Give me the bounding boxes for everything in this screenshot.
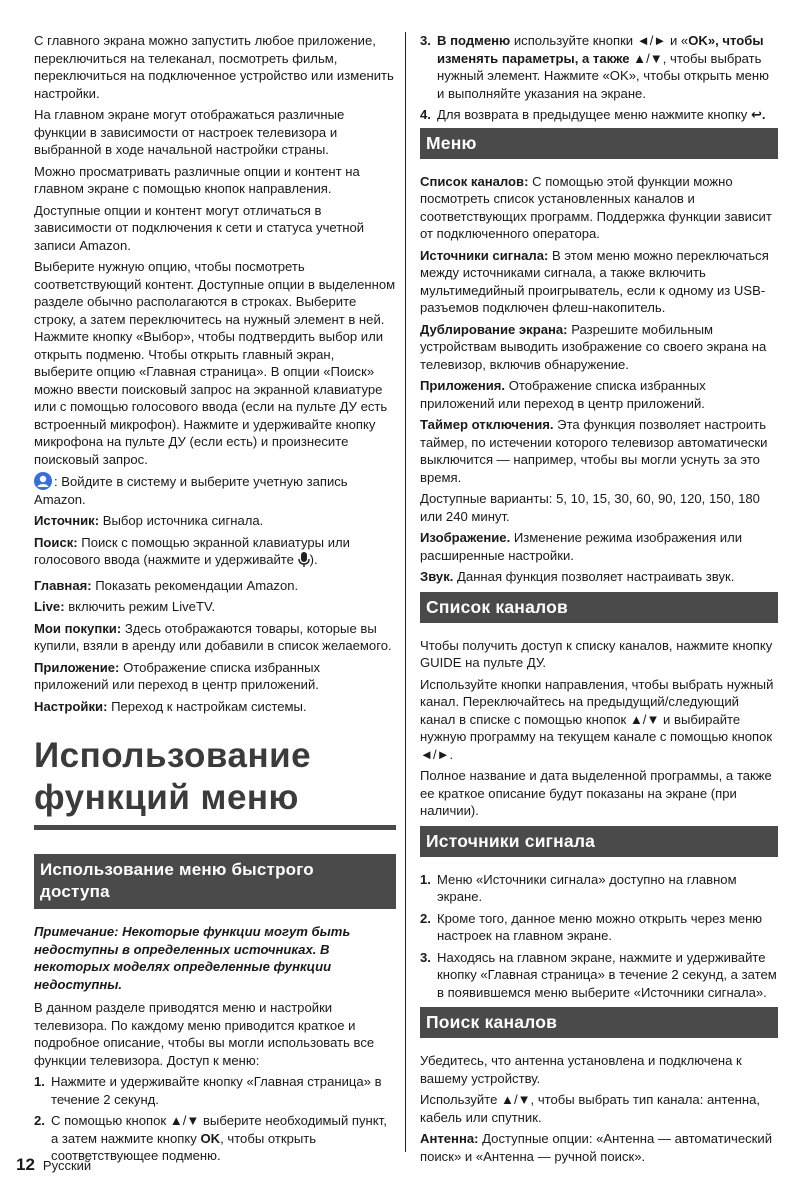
source-label: Источник: — [34, 513, 100, 528]
search-item — [34, 534, 396, 573]
steps-list — [34, 1073, 396, 1165]
profile-text: : Войдите в систему и выберите учетную запись Amazon. — [34, 474, 348, 507]
list-item — [420, 949, 778, 1002]
ok-key: OK», — [688, 33, 719, 48]
paragraph: С главного экрана можно запустить любое приложение, переключиться на телеканал, посмотреть фильм, переключиться на подключенное устройство или изменить настройки. — [34, 33, 394, 101]
menu-item-apps — [420, 377, 778, 412]
list-item — [420, 106, 778, 124]
text: Данная функция позволяет настраивать звук. — [453, 569, 735, 584]
paragraph: Используйте кнопки направления, чтобы выбрать нужный канал. Переключайтесь на предыдущий/следующий канал в списке с помощью кнопок ▲/▼ и выбирайте нужную программу на текущем канале с помощью кнопок ◄/►. — [420, 676, 774, 762]
step-text: Для возврата в предыдущее меню нажмите кнопку — [437, 107, 751, 122]
ok-key: OK — [200, 1130, 221, 1146]
paragraph: Доступные опции и контент могут отличаться в зависимости от подключения к сети и статуса учетной записи Amazon. — [34, 202, 365, 253]
step-number: 1. — [34, 1074, 45, 1089]
section-header-inputs: Источники сигнала — [420, 826, 778, 857]
menu-item-timer — [420, 416, 778, 486]
menu-item-sound — [420, 568, 778, 586]
home-label: Главная: — [34, 577, 92, 593]
user-profile-icon — [34, 472, 52, 490]
step-number: 4. — [420, 107, 431, 122]
label: Таймер отключения. — [420, 417, 554, 432]
settings-text: Переход к настройкам системы. — [107, 698, 307, 714]
home-item — [34, 577, 396, 595]
text: В этом меню можно переключаться между источниками сигнала, а также включить мультимедийный проигрыватель, если к одному из USB-разъемов подключен флеш-накопитель. — [420, 247, 769, 315]
text: Изменение режима изображения или расширенные настройки. — [420, 530, 743, 563]
page-footer — [16, 1155, 91, 1175]
list-item — [420, 910, 778, 945]
label: Дублирование экрана: — [420, 321, 568, 337]
step-bold: В подменю — [437, 33, 511, 48]
section-header-channel-scan: Поиск каналов — [420, 1007, 778, 1038]
chapter-rule — [34, 825, 396, 830]
step-text: С помощью кнопок ▲/▼ выберите необходимый пункт, а затем нажмите кнопку — [51, 1113, 387, 1146]
live-label: Live: — [34, 599, 65, 614]
label: Антенна: — [420, 1131, 479, 1146]
paragraph: Полное название и дата выделенной программы, а также ее краткое описание будут показаны на экране (при наличии). — [420, 768, 772, 818]
note: Примечание: Некоторые функции могут быть недоступны в определенных источниках. В некоторых моделях определенные функции недоступны. — [34, 924, 351, 992]
steps-list-continued — [420, 32, 778, 124]
paragraph: Используйте ▲/▼, чтобы выбрать тип канала: антенна, кабель или спутник. — [420, 1092, 761, 1125]
search-label: Поиск: — [34, 534, 78, 550]
inputs-steps-list — [420, 871, 778, 1002]
apps-label: Приложение: — [34, 659, 120, 675]
step-text: используйте кнопки ◄/► и « — [510, 33, 689, 48]
list-item — [420, 871, 778, 906]
settings-label: Настройки: — [34, 698, 108, 714]
section-header-menu: Меню — [420, 128, 778, 159]
chapter-title — [34, 735, 396, 819]
language-label: Русский — [42, 1158, 92, 1173]
page-number: 12 — [16, 1155, 35, 1174]
chapter-title-line-2: функций меню — [34, 778, 299, 817]
live-text: включить режим LiveTV. — [64, 599, 216, 614]
text: Отображение списка избранных приложений или переход в центр приложений. — [420, 378, 706, 411]
menu-item-inputs — [420, 247, 778, 317]
source-item — [34, 512, 396, 530]
step-bold: чтобы изменять параметры, а также — [437, 33, 764, 66]
step-text: Меню «Источники сигнала» доступно на главном экране. — [437, 871, 737, 904]
purchases-text: Здесь отображаются товары, которые вы купили, взяли в аренду или добавили в список желаемого. — [34, 620, 392, 653]
chapter-title-line-1: Использование — [34, 736, 312, 775]
purchases-label: Мои покупки: — [34, 620, 122, 636]
microphone-icon — [298, 551, 310, 573]
step-number: 3. — [420, 33, 431, 48]
label: Приложения. — [420, 378, 506, 393]
live-item — [34, 598, 396, 616]
right-column — [420, 32, 778, 1169]
home-text: Показать рекомендации Amazon. — [91, 577, 299, 593]
label: Звук. — [420, 569, 454, 584]
section-header-quick-menu: Использование меню быстрого доступа — [34, 854, 396, 909]
paragraph: Чтобы получить доступ к списку каналов, нажмите кнопку GUIDE на пульте ДУ. — [420, 637, 773, 670]
search-text: Поиск с помощью экранной клавиатуры или голосового ввода (нажмите и удерживайте — [34, 534, 350, 567]
step-number: 2. — [34, 1113, 45, 1128]
step-number: 1. — [420, 871, 431, 887]
purchases-item — [34, 620, 396, 655]
label: Список каналов: — [420, 173, 529, 189]
apps-item — [34, 659, 396, 694]
menu-item-picture — [420, 529, 778, 564]
label: Изображение. — [420, 530, 511, 545]
source-text: Выбор источника сигнала. — [99, 513, 264, 528]
search-end: ). — [309, 552, 318, 567]
apps-text: Отображение списка избранных приложений или переход в центр приложений. — [34, 659, 321, 692]
step-number: 2. — [420, 910, 431, 926]
antenna-item — [420, 1130, 778, 1165]
step-text: Находясь на главном экране, нажмите и удерживайте кнопку «Главная страница» в течение 2 секунд, а затем в появившемся меню выберите «Источники сигнала». — [437, 949, 777, 1000]
paragraph: Выберите нужную опцию, чтобы посмотреть соответствующий контент. Доступные опции в выделенном разделе обычно располагаются в строках. Выберите строку, а затем переключитесь на нужный элемент в ней. Нажмите кнопку «Выбор», чтобы подтвердить выбор или открыть подменю. Чтобы открыть главный экран, выберите опцию «Главная страница». В опции «Поиск» можно ввести поисковый запрос на экранной клавиатуре или с помощью голосового ввода (если на пульте ДУ есть встроенный микрофон). Нажмите и удерживайте кнопку микрофона на пульте ДУ (если есть) и произнесите поисковый запрос. — [34, 259, 396, 467]
list-item — [420, 32, 778, 102]
section-header-channel-list: Список каналов — [420, 592, 778, 623]
menu-item-mirror — [420, 321, 778, 374]
step-text-end: ▲/▼, чтобы выбрать нужный элемент. Нажмите «OK», чтобы открыть меню и выполняйте указания на экране. — [437, 50, 769, 101]
paragraph: На главном экране могут отображаться различные функции в зависимости от настроек телевизора и выбранной в ходе начальной настройки страны. — [34, 107, 345, 157]
profile-item — [34, 472, 396, 508]
label: Источники сигнала: — [420, 247, 549, 263]
text: С помощью этой функции можно посмотреть список установленных каналов и соответствующих программ. Поддержка функции зависит от подключенного оператора. — [420, 173, 772, 241]
step-text-end: , чтобы открыть соответствующее подменю. — [51, 1130, 317, 1163]
paragraph: Убедитесь, что антенна установлена и подключена к вашему устройству. — [420, 1053, 742, 1086]
step-text: Нажмите и удерживайте кнопку «Главная страница» в течение 2 секунд. — [51, 1074, 382, 1107]
step-number: 3. — [420, 949, 431, 965]
paragraph: Можно просматривать различные опции и контент на главном экране с помощью кнопок направления. — [34, 163, 360, 196]
left-column — [34, 32, 396, 1169]
timer-options: Доступные варианты: 5, 10, 15, 30, 60, 90, 120, 150, 180 или 240 минут. — [420, 491, 760, 524]
menu-item-channels — [420, 173, 778, 243]
list-item — [34, 1073, 396, 1108]
column-divider — [405, 32, 406, 1152]
step-text: Кроме того, данное меню можно открыть через меню настроек на главном экране. — [437, 910, 763, 943]
text: Разрешите мобильным устройствам выводить изображение со своего экрана на телевизор, включив обнаружение. — [420, 321, 767, 372]
settings-item — [34, 698, 396, 716]
back-icon: ↩. — [750, 107, 766, 122]
text: Доступные опции: «Антенна — автоматический поиск» и «Антенна — ручной поиск». — [420, 1131, 773, 1164]
text: Эта функция позволяет настроить таймер, по истечении которого телевизор автоматически выключится — например, чтобы вы могли уснуть за это время. — [420, 417, 768, 485]
paragraph: В данном разделе приводятся меню и настройки телевизора. По каждому меню приводится краткое и подробное описание, чтобы вы могли использовать все функции телевизора. Доступ к меню: — [34, 1000, 375, 1068]
